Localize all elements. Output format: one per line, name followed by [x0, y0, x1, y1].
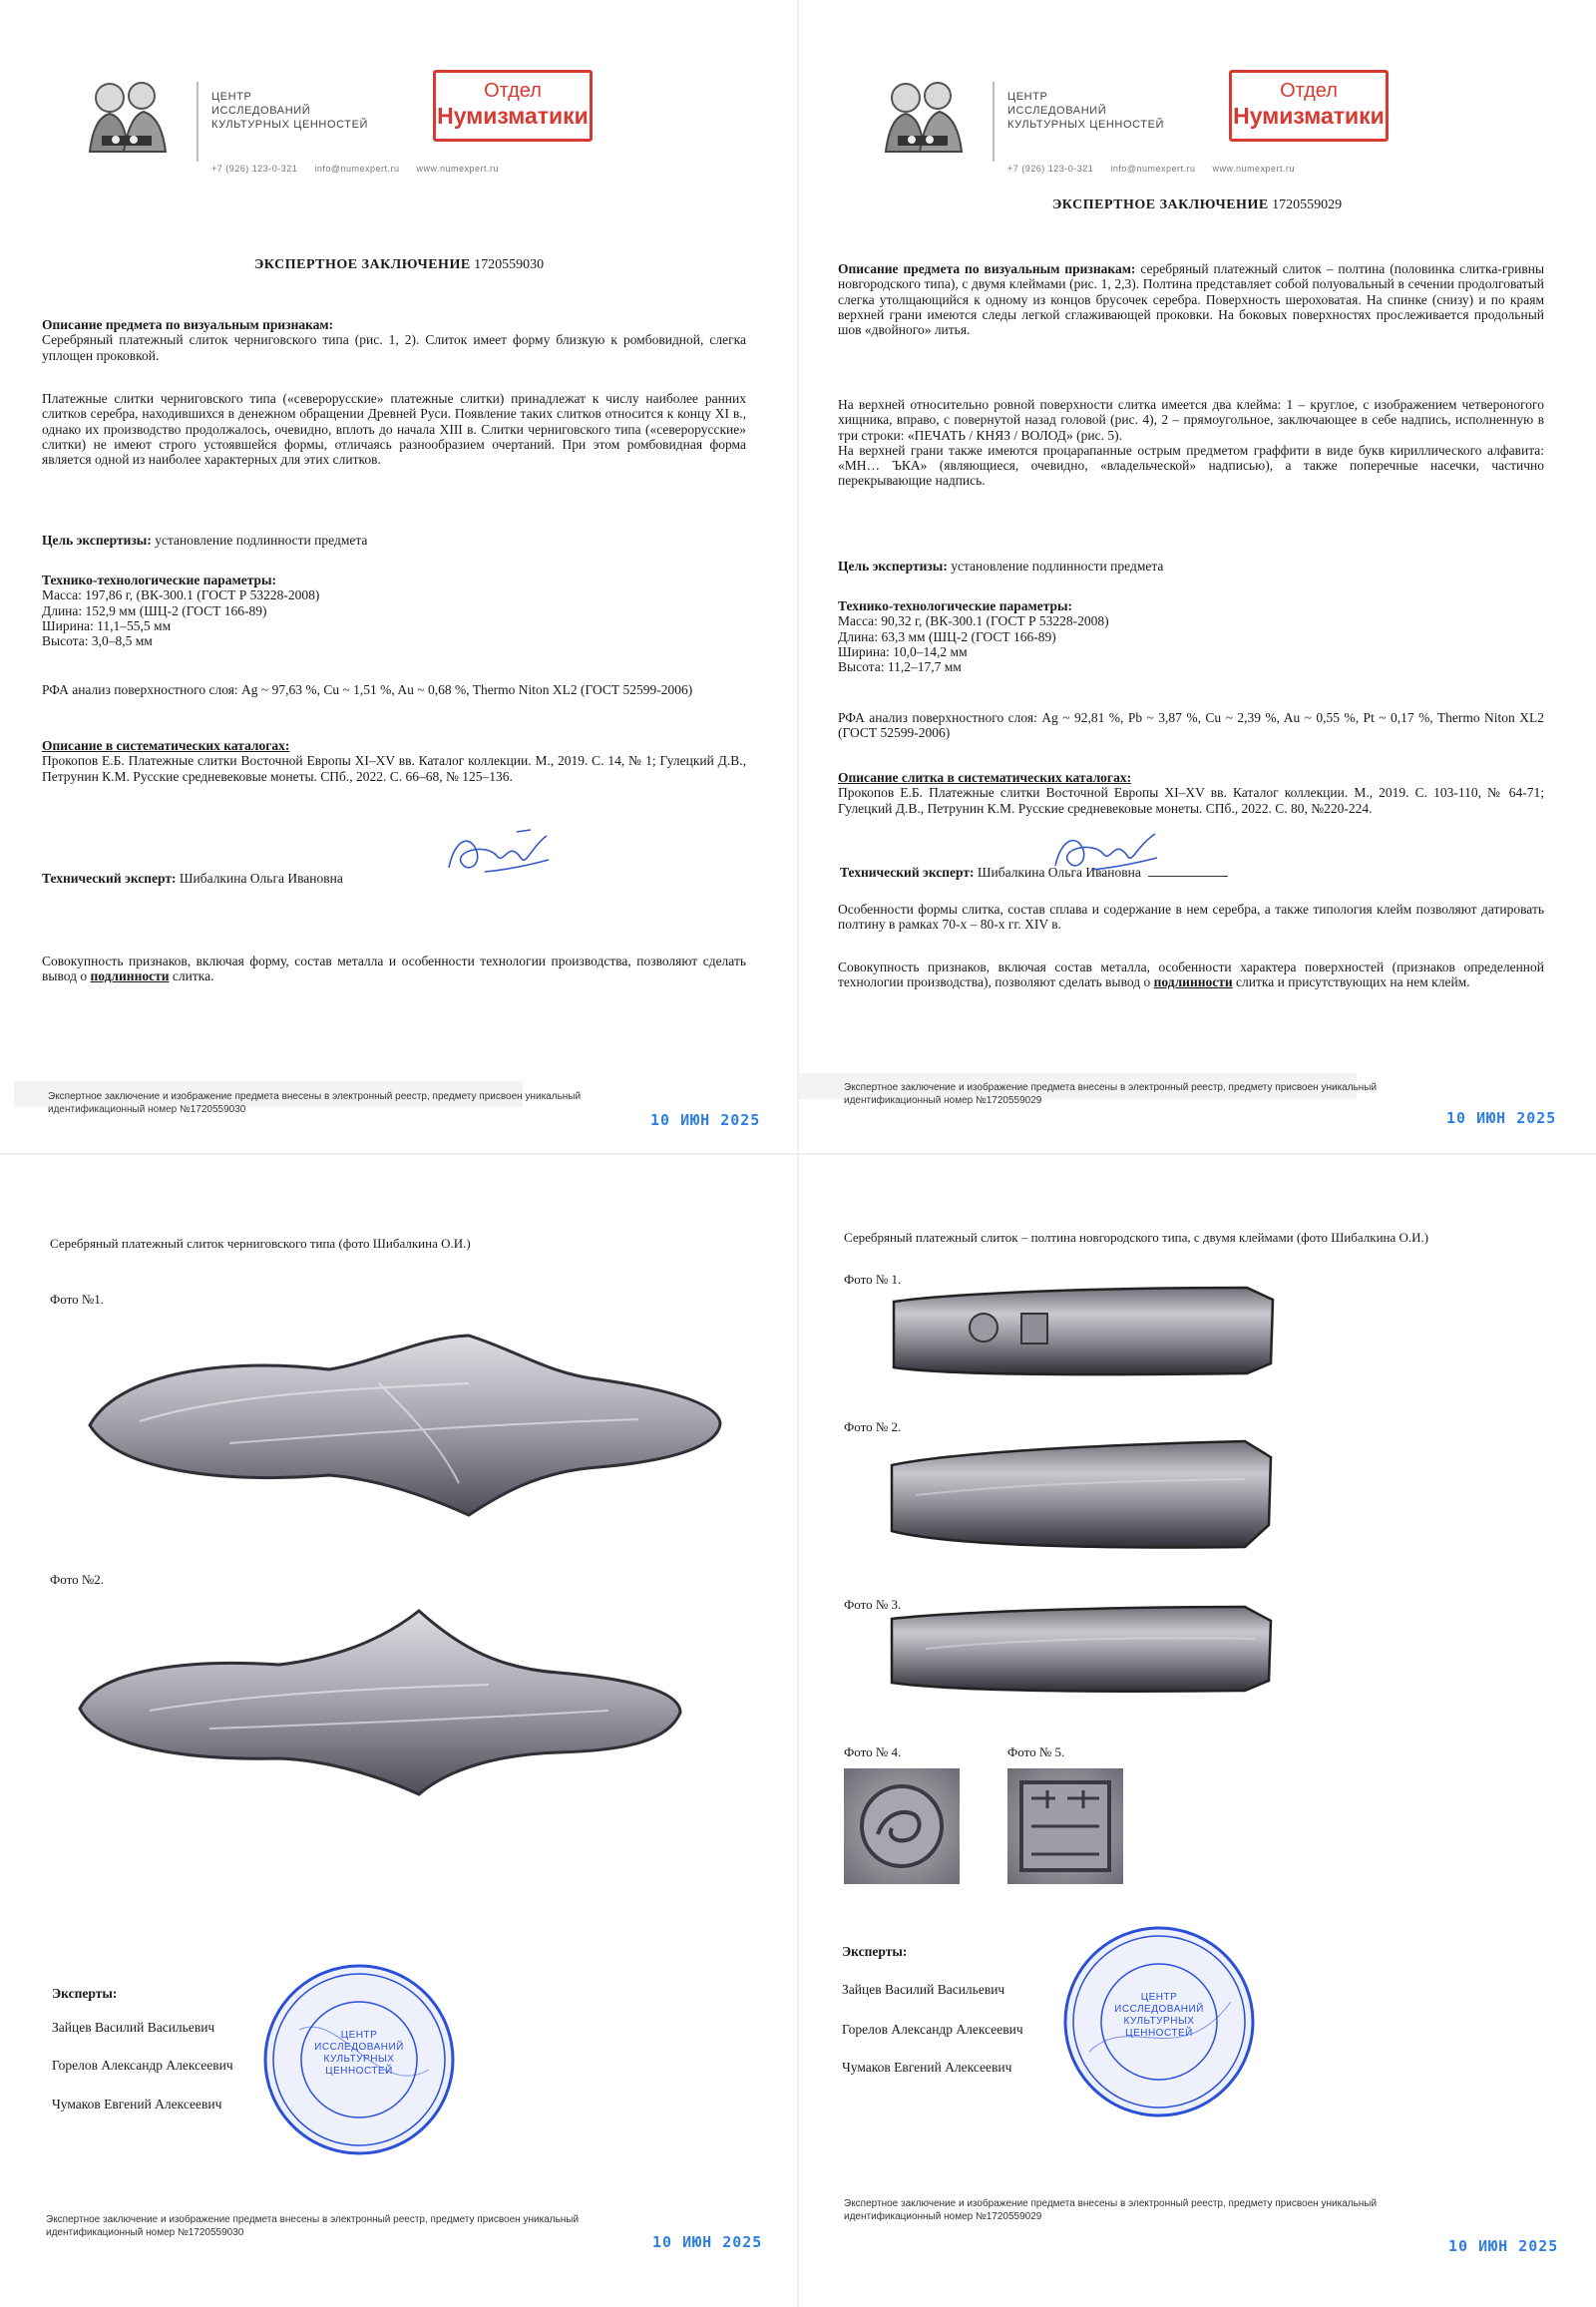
seal-line: ЦЕНТР [1140, 1992, 1178, 2003]
photo-label: Фото № 3. [844, 1597, 902, 1612]
round-stamp-photo [844, 1768, 960, 1884]
photo-page-1029 [798, 1154, 1596, 2307]
footer-line: Экспертное заключение и изображение предмета внесены в электронный реестр, предмету присвоен уникальный [844, 1082, 1378, 1093]
xrf-text: РФА анализ поверхностного слоя: Ag ~ 97,63 %, Cu ~ 1,51 %, Au ~ 0,68 %, Thermo Niton XL2 (ГОСТ 52599-2006) [42, 682, 693, 697]
photo-label: Фото № 4. [844, 1744, 902, 1759]
official-seal [1059, 1922, 1259, 2121]
seal-line: ИССЛЕДОВАНИЙ [314, 2042, 404, 2053]
contacts [1007, 164, 1309, 174]
bar-photo-2 [886, 1435, 1275, 1555]
report-number: 1720559029 [1272, 197, 1343, 212]
signature-icon [1045, 826, 1165, 886]
center-name-line: КУЛЬТУРНЫХ ЦЕННОСТЕЙ [1007, 119, 1165, 131]
center-logo-icon [868, 72, 978, 162]
center-name-line: ИССЛЕДОВАНИЙ [211, 105, 311, 117]
department-logo-line: Отдел [1280, 80, 1338, 102]
param-line: Высота: 3,0–8,5 мм [42, 633, 153, 649]
report-number: 1720559030 [474, 257, 545, 272]
registry-footer [844, 1081, 1562, 1107]
param-line: Масса: 197,86 г, (ВК-300.1 (ГОСТ Р 53228-2008) [42, 587, 320, 603]
expert-name: Шибалкина Ольга Ивановна [977, 865, 1141, 880]
title-label: ЭКСПЕРТНОЕ ЗАКЛЮЧЕНИЕ [253, 257, 471, 272]
seal-line: ЦЕННОСТЕЙ [325, 2066, 393, 2077]
title-label: ЭКСПЕРТНОЕ ЗАКЛЮЧЕНИЕ [1051, 197, 1269, 212]
contact-website: www.numexpert.ru [416, 164, 500, 174]
param-line: Длина: 63,3 мм (ШЦ-2 (ГОСТ 166-89) [838, 628, 1056, 644]
photo-page-1030 [0, 1154, 798, 2307]
conclusion-text: слитка и присутствующих на нем клейм. [1236, 974, 1470, 990]
center-name [211, 90, 368, 132]
expert-name: Зайцев Василий Васильевич [52, 2020, 215, 2035]
marks-description [838, 397, 1544, 489]
expert-name: Зайцев Василий Васильевич [842, 1982, 1005, 1997]
footer-line: идентификационный номер №1720559029 [844, 2211, 1042, 2222]
contact-email: info@numexpert.ru [314, 164, 400, 174]
dating [838, 902, 1544, 933]
center-name [1007, 90, 1164, 132]
marks-text: На верхней относительно ровной поверхности слитка имеется два клейма: 1 – круглое, с изображением четвероногого хищника, вправо, с повернутой назад головой (рис. 4), 2 – прямоугольное, заключающее в себе надпись, исполненную в три строки: «ПЕЧАТЬ / КНЯЗ / ВОЛОД» (рис. 5). [838, 397, 1544, 443]
description-text: Серебряный платежный слиток черниговского типа (рис. 1, 2). Слиток имеет форму близкую к ромбовидной, слегка уплощен проковкой. [42, 332, 746, 363]
department-logo-line: Нумизматики [437, 103, 589, 129]
param-line: Ширина: 10,0–14,2 мм [838, 643, 968, 659]
letterhead [868, 60, 1385, 180]
footer-line: идентификационный номер №1720559030 [48, 1104, 246, 1115]
contact-website: www.numexpert.ru [1212, 164, 1296, 174]
footer-line: Экспертное заключение и изображение предмета внесены в электронный реестр, предмету присвоен уникальный [46, 2214, 580, 2225]
conclusion [42, 954, 746, 984]
report-title [0, 257, 798, 273]
item-description [42, 317, 746, 363]
item-description [838, 261, 1544, 337]
section-heading: Описание в систематических каталогах: [42, 738, 290, 753]
seal-text [1114, 1992, 1204, 2040]
goal-label: Цель экспертизы: [838, 559, 948, 574]
description-text: серебряный платежный слиток – полтина (половинка слитка-гривны новгородского типа), с двумя клеймами (рис. 1, 2,3). Полтина представляет собой полуовальный в сечении продолговатый слегка утолщающийся к одному из концов брусочек серебра. Поверхность шероховатая. На спинке (снизу) и по краям верхней грани имеются следы легкой сглаживающей проковки. На боковых поверхностях прослеживается продольный шов «двойного» литья. [838, 261, 1545, 338]
footer-line: идентификационный номер №1720559029 [844, 1095, 1042, 1106]
conclusion-text: Совокупность признаков, включая форму, состав металла и особенности технологии производства, позволяют сделать вывод о [42, 954, 746, 984]
catalog-references [42, 738, 746, 784]
conclusion-text: Совокупность признаков, включая состав металла, особенности характера поверхностей (признаков определенной технологии производства), позволяют сделать вывод о [838, 960, 1544, 990]
center-logo-icon [72, 72, 182, 162]
goal-text: установление подлинности предмета [951, 559, 1164, 574]
photo-caption: Серебряный платежный слиток черниговского типа (фото Шибалкина О.И.) [50, 1236, 471, 1251]
date-stamp: 10 ИЮН 2025 [1448, 2237, 1559, 2255]
expert-name: Шибалкина Ольга Ивановна [179, 871, 343, 886]
bar-photo-1 [888, 1282, 1277, 1381]
letterhead-divider [197, 82, 199, 162]
department-logo-line: Отдел [484, 80, 542, 102]
photo-label: Фото № 2. [844, 1419, 902, 1434]
seal-line: ИССЛЕДОВАНИЙ [1114, 2004, 1204, 2015]
xrf-analysis [838, 710, 1544, 741]
photo-label: Фото №2. [50, 1572, 105, 1587]
expertise-goal [838, 559, 1544, 574]
historical-text: Платежные слитки черниговского типа («северорусские» платежные слитки) принадлежат к числу наиболее ранних слитков серебра, находившихся в денежном обращении Древней Руси. Появление таких слитков относится к концу XI в., однако их производство продолжалось, очевидно, вплоть до начала XIII в. Слитки черниговского типа («северорусские» слитки) не имеют строго устоявшейся формы, отличаясь разнообразием очертаний. При этом ромбовидная форма является одной из наиболее характерных для этих слитков. [42, 391, 746, 468]
conclusion [838, 960, 1544, 990]
date-stamp: 10 ИЮН 2025 [1446, 1109, 1557, 1127]
official-seal [259, 1960, 459, 2159]
report-page-1029 [798, 0, 1596, 1154]
experts-heading: Эксперты: [842, 1944, 908, 1959]
footer-line: Экспертное заключение и изображение предмета внесены в электронный реестр, предмету присвоен уникальный [844, 2198, 1378, 2209]
bar-photo-3 [886, 1599, 1275, 1699]
letterhead [72, 60, 589, 180]
expert-label: Технический эксперт: [42, 871, 177, 886]
goal-text: установление подлинности предмета [155, 533, 368, 548]
section-heading: Технико-технологические параметры: [42, 573, 277, 587]
catalog-references [838, 770, 1544, 816]
section-heading: Описание слитка в систематических каталогах: [838, 770, 1132, 785]
report-title [798, 197, 1596, 213]
param-line: Высота: 11,2–17,7 мм [838, 659, 962, 675]
rectangular-stamp-photo [1007, 1768, 1123, 1884]
footer-line: Экспертное заключение и изображение предмета внесены в электронный реестр, предмету присвоен уникальный [48, 1091, 582, 1102]
conclusion-keyword: подлинности [90, 968, 170, 984]
department-logo-line: Нумизматики [1233, 103, 1385, 129]
catalog-text: Прокопов Е.Б. Платежные слитки Восточной Европы XI–XV вв. Каталог коллекции. М., 2019. С. 103-110, № 64-71; Гулецкий Д.В., Петрунин К.М. Русские средневековые монеты. СПб., 2022. С. 80, №220-224. [838, 785, 1544, 816]
date-stamp: 10 ИЮН 2025 [650, 1111, 761, 1129]
contact-phone: +7 (926) 123-0-321 [211, 164, 298, 174]
photo-caption: Серебряный платежный слиток – полтина новгородского типа, с двумя клеймами (фото Шибалкина О.И.) [844, 1230, 1429, 1245]
expert-name: Горелов Александр Алексеевич [842, 2022, 1023, 2037]
conclusion-keyword: подлинности [1153, 974, 1233, 990]
expert-name: Чумаков Евгений Алексеевич [52, 2097, 222, 2112]
expert-name: Горелов Александр Алексеевич [52, 2058, 233, 2073]
seal-text [314, 2030, 404, 2078]
expertise-goal [42, 533, 746, 548]
seal-line: ЦЕНТР [340, 2030, 378, 2041]
goal-label: Цель экспертизы: [42, 533, 152, 548]
contact-phone: +7 (926) 123-0-321 [1007, 164, 1094, 174]
numismatics-department-logo [1229, 70, 1389, 142]
footer-line: идентификационный номер №1720559030 [46, 2227, 244, 2238]
param-line: Масса: 90,32 г, (ВК-300.1 (ГОСТ Р 53228-2008) [838, 613, 1109, 629]
center-name-line: ЦЕНТР [211, 91, 252, 103]
contacts [211, 164, 513, 174]
ingot-photo-2 [70, 1599, 688, 1798]
section-heading: Описание предмета по визуальным признакам: [42, 317, 334, 332]
center-name-line: КУЛЬТУРНЫХ ЦЕННОСТЕЙ [211, 119, 369, 131]
letterhead-divider [993, 82, 995, 162]
technical-expert [840, 865, 1544, 880]
seal-line: ЦЕННОСТЕЙ [1125, 2028, 1193, 2039]
center-name-line: ЦЕНТР [1007, 91, 1048, 103]
dating-text: Особенности формы слитка, состав сплава и содержание в нем серебра, а также типология клейм позволяют датировать полтину в рамках 70-х – 80-х гг. XIV в. [838, 902, 1544, 933]
date-stamp: 10 ИЮН 2025 [652, 2233, 763, 2251]
expert-label: Технический эксперт: [840, 865, 975, 880]
xrf-analysis [42, 682, 746, 697]
signature-icon [437, 826, 557, 888]
registry-footer [844, 2197, 1562, 2223]
photo-label: Фото № 1. [844, 1272, 902, 1287]
technical-expert [42, 871, 746, 886]
expert-name: Чумаков Евгений Алексеевич [842, 2060, 1012, 2075]
section-heading: Технико-технологические параметры: [838, 598, 1073, 613]
param-line: Длина: 152,9 мм (ШЦ-2 (ГОСТ 166-89) [42, 602, 267, 618]
center-name-line: ИССЛЕДОВАНИЙ [1007, 105, 1107, 117]
report-page-1030 [0, 0, 798, 1154]
seal-line: КУЛЬТУРНЫХ [323, 2054, 395, 2065]
numismatics-department-logo [433, 70, 593, 142]
conclusion-text: слитка. [172, 968, 214, 984]
param-line: Ширина: 11,1–55,5 мм [42, 617, 172, 633]
xrf-text: РФА анализ поверхностного слоя: Ag ~ 92,81 %, Pb ~ 3,87 %, Cu ~ 2,39 %, Au ~ 0,55 %, Pt ~ 0,17 %, Thermo Niton XL2 (ГОСТ 52599-2006) [838, 710, 1544, 741]
graffiti-text: На верхней грани также имеются процарапанные острым предметом граффити в виде букв кириллического алфавита: «МН… ЪКА» (являющиеся, очевидно, «владельческой» надписью), а также поперечные насечки, частично перекрывающие надпись. [838, 442, 1544, 489]
technical-parameters [838, 598, 1544, 674]
contact-email: info@numexpert.ru [1110, 164, 1196, 174]
historical-note [42, 391, 746, 467]
section-heading: Описание предмета по визуальным признакам: [838, 261, 1136, 276]
photo-label: Фото №1. [50, 1292, 105, 1307]
catalog-text: Прокопов Е.Б. Платежные слитки Восточной Европы XI–XV вв. Каталог коллекции. М., 2019. С. 14, № 1; Гулецкий Д.В., Петрунин К.М. Русские средневековые монеты. СПб., 2022. С. 66–68, № 125–136. [42, 753, 746, 784]
ingot-photo-1 [80, 1324, 728, 1523]
experts-heading: Эксперты: [52, 1986, 118, 2001]
page-divider-horizontal [0, 1153, 1596, 1155]
seal-line: КУЛЬТУРНЫХ [1123, 2016, 1195, 2027]
technical-parameters [42, 573, 746, 648]
photo-label: Фото № 5. [1007, 1744, 1065, 1759]
